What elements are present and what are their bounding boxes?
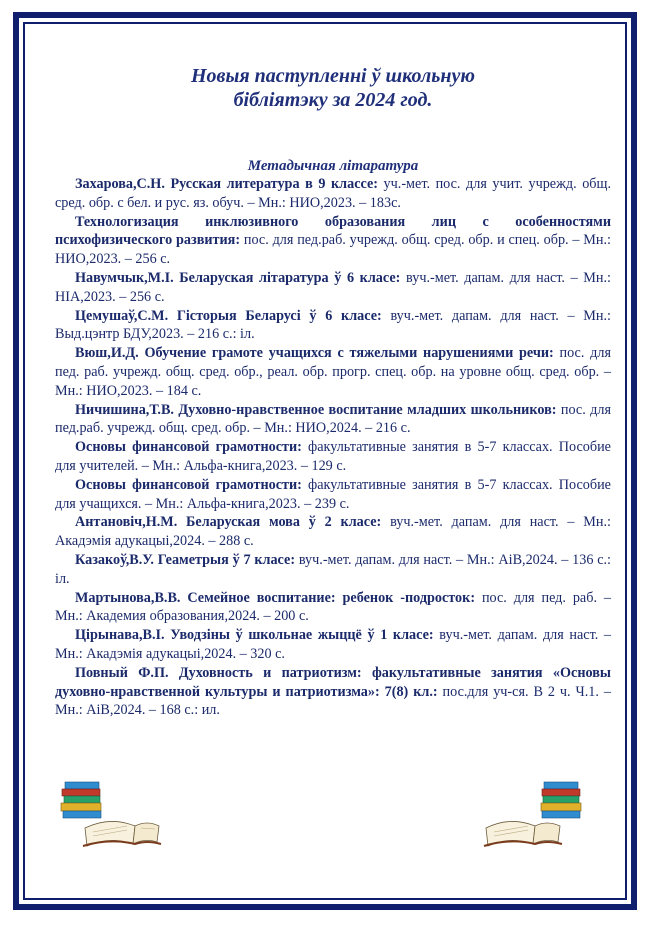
- entry-head: Мартынова,В.В. Семейное воспитание: ребенок -подросток:: [75, 589, 476, 606]
- entry-details: вуч.-мет. дапам. для наст. – Мн.: Выд.цэнтр БДУ,2023. – 216 с.: іл.: [55, 307, 611, 343]
- entry-head: Ничишина,Т.В. Духовно-нравственное воспитание младших школьников:: [75, 401, 557, 418]
- book-list: [55, 175, 611, 720]
- book-entry: [55, 551, 611, 589]
- book-entry: [55, 307, 611, 345]
- book-entry: [55, 213, 611, 269]
- entry-details: пос. для пед. раб. – Мн.: Академия образования,2024. – 200 с.: [55, 589, 611, 625]
- book-entry: [55, 175, 611, 213]
- book-entry: [55, 513, 611, 551]
- book-entry: [55, 589, 611, 627]
- title-line-2: бібліятэку за 2024 год.: [233, 89, 433, 111]
- entry-head: Навумчык,М.І. Беларуская літаратура ў 6 класе:: [75, 269, 401, 286]
- title-line-1: Новыя паступленні ў школьную: [190, 65, 476, 87]
- book-entry: [55, 344, 611, 400]
- entry-details: вуч.-мет. дапам. для наст. – Мн.: НІА,2023. – 256 с.: [55, 269, 611, 305]
- entry-details: пос.для уч-ся. В 2 ч. Ч.1. – Мн.: АіВ,2024. – 168 с.: ил.: [55, 683, 611, 719]
- books-stack-icon: [480, 780, 590, 850]
- document-content: [55, 64, 611, 720]
- entry-head: Основы финансовой грамотности:: [75, 439, 302, 456]
- page-title: [55, 64, 611, 112]
- book-entry: [55, 269, 611, 307]
- entry-head: Казакоў,В.У. Геаметрыя ў 7 класе:: [75, 551, 296, 568]
- entry-details: уч.-мет. пос. для учит. учрежд. общ. сред. обр. с бел. и рус. яз. обуч. – Мн.: НИО,2023. – 183с.: [55, 176, 612, 211]
- entry-details: пос. для пед.раб. учрежд. общ. сред. обр. – Мн.: НИО,2024. – 216 с.: [55, 401, 611, 437]
- book-entry: [55, 476, 611, 514]
- entry-head: Вюш,И.Д. Обучение грамоте учащихся с тяжелыми нарушениями речи:: [75, 345, 554, 362]
- entry-details: вуч.-мет. дапам. для наст. – Мн.: Акадэмія адукацыі,2024. – 288 с.: [55, 514, 611, 550]
- books-stack-icon: [55, 780, 165, 850]
- entry-head: Повный Ф.П. Духовность и патриотизм: факультативные занятия «Основы духовно-нравственной культуры и патриотизма»: 7(8) кл.:: [55, 664, 611, 700]
- entry-details: факультативные занятия в 5-7 классах. Пособие для учащихся. – Мн.: Альфа-книга,2023. – 239 с.: [55, 476, 611, 512]
- entry-head: Цемушаў,С.М. Гісторыя Беларусі ў 6 класе:: [75, 307, 382, 324]
- entry-head: Цірынава,В.І. Уводзіны ў школьнае жыццё ў 1 класе:: [75, 627, 434, 644]
- book-entry: [55, 438, 611, 476]
- entry-details: пос. для пед. раб. учрежд. общ. сред. обр., реал. обр. прогр. спец. обр. на уровне общ. сред. обр. – Мн.: НИО,2023. – 184 с.: [55, 345, 611, 399]
- book-entry: [55, 664, 611, 720]
- entry-head: Захарова,С.Н. Русская литература в 9 классе:: [75, 176, 378, 192]
- entry-head: Основы финансовой грамотности:: [75, 476, 302, 493]
- book-entry: [55, 401, 611, 439]
- entry-details: вуч.-мет. дапам. для наст. – Мн.: Акадэмія адукацыі,2024. – 320 с.: [55, 627, 611, 662]
- entry-details: факультативные занятия в 5-7 классах. Пособие для учителей. – Мн.: Альфа-книга,2023. – 129 с.: [55, 439, 611, 474]
- entry-head: Технологизация инклюзивного образования лиц с особенностями психофизического развития:: [55, 213, 611, 249]
- entry-details: вуч.-мет. дапам. для наст. – Мн.: АіВ,2024. – 136 с.: іл.: [55, 551, 611, 587]
- book-entry: [55, 626, 611, 664]
- entry-details: пос. для пед.раб. учрежд. общ. сред. обр. и спец. обр. – Мн.: НИО,2023. – 256 с.: [55, 232, 611, 268]
- entry-head: Антановіч,Н.М. Беларуская мова ў 2 класе:: [75, 514, 382, 531]
- section-heading: Метадычная літаратура: [247, 158, 419, 174]
